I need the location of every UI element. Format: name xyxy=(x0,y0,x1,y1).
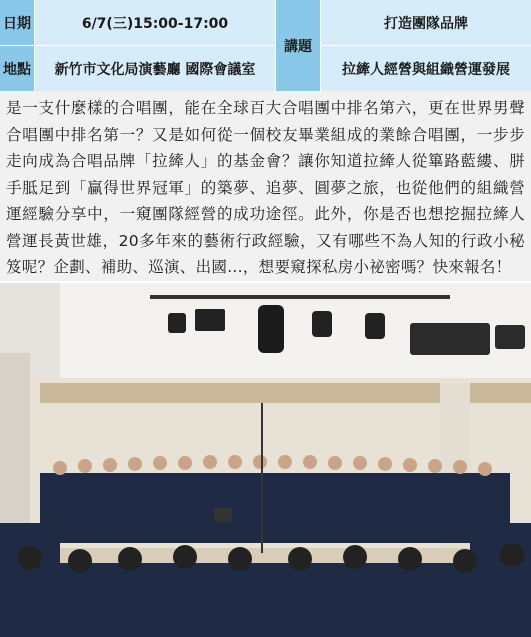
description-text: 是一支什麼樣的合唱團，能在全球百大合唱團中排名第六，更在世界男聲合唱團中排名第一？又是如何從一個校友畢業組成的業餘合唱團，一步步走向成為合唱品牌「拉縴人」的基金會？讓你知道拉縴人從篳路藍縷、胼手胝足到「贏得世界冠軍」的築夢、追夢、圓夢之旅，也從他們的組織營運經驗分享中，一窺團隊經營的成功途徑。此外，你是否也想挖掘拉縴人營運長黃世雄，20多年來的藝術行政經驗，又有哪些不為人知的行政小秘笈呢？企劃、補助、巡演、出國...，想要窺探私房小祕密嗎？快來報名！ xyxy=(6,99,525,276)
spotlight-5 xyxy=(365,313,385,339)
topic-title-line1: 打造團隊品牌 xyxy=(321,0,531,45)
projector xyxy=(410,323,490,355)
topic-title-line2: 拉縴人經營與組織營運發展 xyxy=(321,46,531,91)
location-label: 地點 xyxy=(0,46,34,91)
photo-illustration xyxy=(0,283,531,637)
light-rig xyxy=(150,295,450,299)
event-info-table xyxy=(0,0,531,91)
spotlight-3 xyxy=(258,305,284,353)
location-value: 新竹市文化局演藝廳 國際會議室 xyxy=(35,46,275,91)
right-light xyxy=(495,325,525,349)
topic-label: 講題 xyxy=(276,0,320,91)
event-description xyxy=(0,91,531,281)
date-label: 日期 xyxy=(0,0,34,45)
date-value: 6/7(三)15:00-17:00 xyxy=(35,0,275,45)
music-stand xyxy=(214,508,232,522)
choir-rehearsal-photo xyxy=(0,283,531,637)
spotlight-2 xyxy=(195,309,225,331)
choir-back-row xyxy=(40,473,510,543)
spotlight-4 xyxy=(312,311,332,337)
spotlight-1 xyxy=(168,313,186,333)
